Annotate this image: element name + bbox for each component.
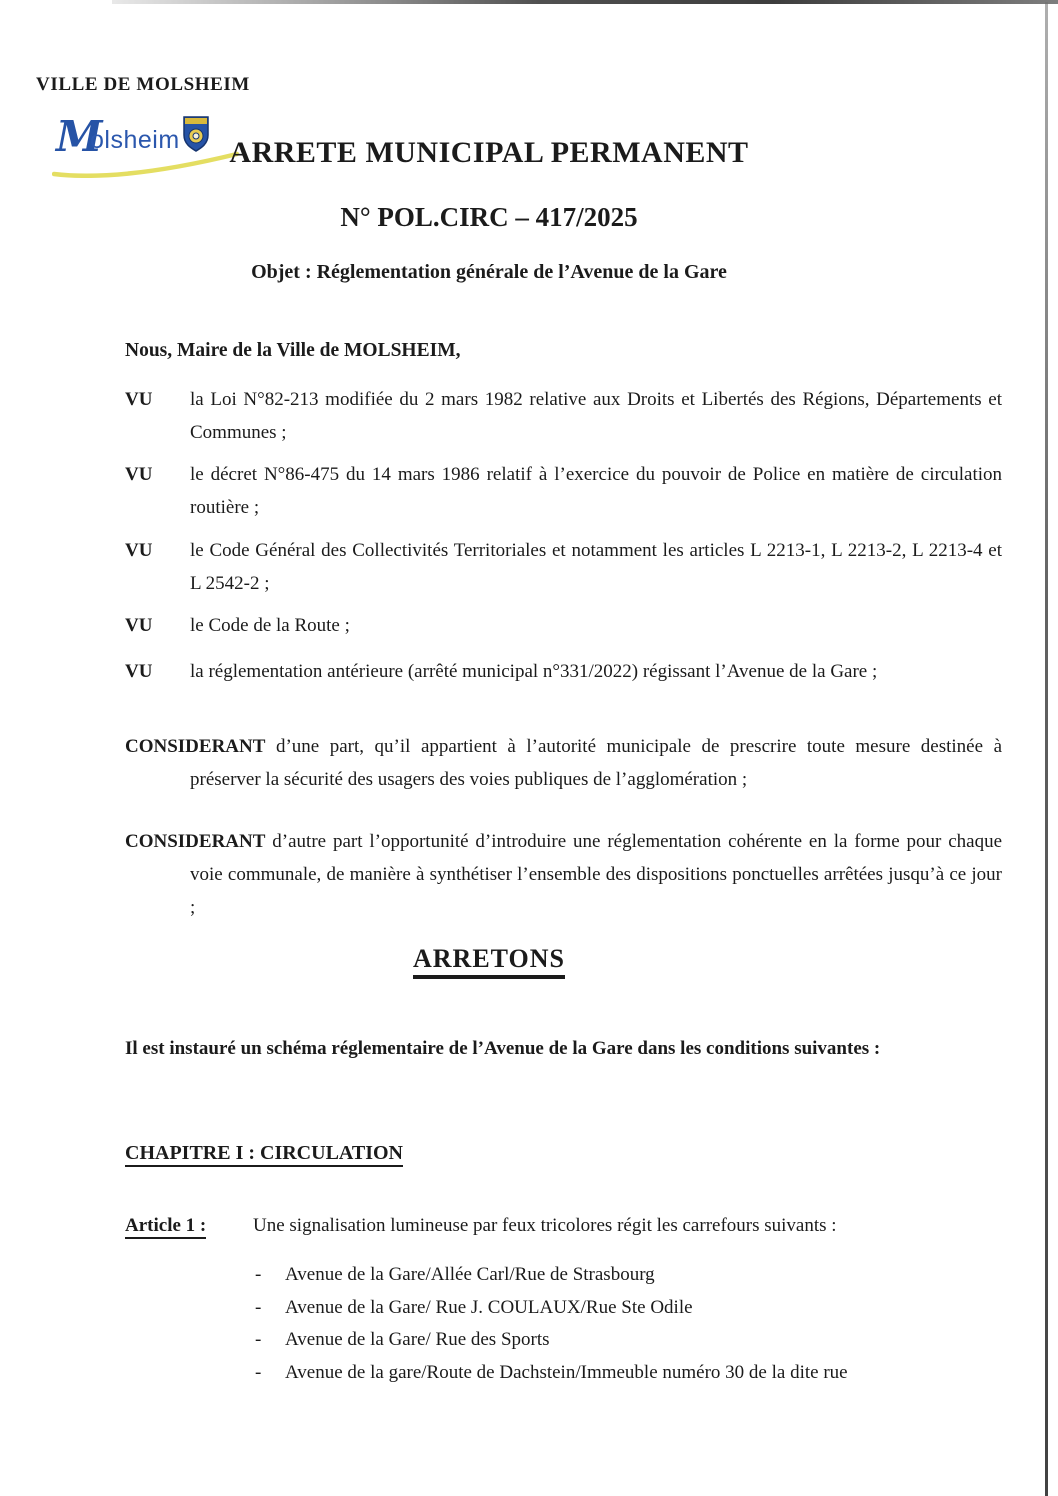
vu-label: VU — [125, 540, 153, 561]
vu-text: le Code de la Route ; — [190, 615, 350, 636]
document-subject: Objet : Réglementation générale de l’Avenue de la Gare — [251, 261, 727, 283]
vu-text: le Code Général des Collectivités Territoriales et notamment les articles L 2213-1, L 2213-2, L 2213-4 et L 2542-2 ; — [190, 540, 1002, 594]
chapter-heading-wrap — [125, 1137, 937, 1170]
considerant-item — [125, 825, 1002, 924]
vu-label: VU — [125, 464, 153, 485]
list-item: - Avenue de la Gare/ Rue J. COULAUX/Rue Ste Odile — [253, 1292, 953, 1325]
intro-paragraph: Il est instauré un schéma réglementaire de l’Avenue de la Gare dans les conditions suivantes : — [125, 1038, 881, 1059]
scan-artifact-right-line — [1045, 2, 1048, 1496]
chapter-heading: CHAPITRE I : CIRCULATION — [125, 1142, 403, 1167]
considerant-text: d’une part, qu’il appartient à l’autorité municipale de prescrire toute mesure destinée à préserver la sécurité des usagers des voies publiques de l’agglomération ; — [190, 736, 1002, 790]
article-1-label-wrap — [125, 1209, 253, 1242]
salutation: Nous, Maire de la Ville de MOLSHEIM, — [125, 340, 461, 361]
vu-text: la Loi N°82-213 modifiée du 2 mars 1982 relative aux Droits et Libertés des Régions, Départements et Communes ; — [190, 389, 1002, 443]
vu-item — [125, 383, 1002, 449]
list-item: - Avenue de la gare/Route de Dachstein/Immeuble numéro 30 de la dite rue — [253, 1357, 953, 1390]
vu-text: le décret N°86-475 du 14 mars 1986 relatif à l’exercice du pouvoir de Police en matière de circulation routière ; — [190, 464, 1002, 518]
considerant-text: d’autre part l’opportunité d’introduire une réglementation cohérente en la forme pour chaque voie communale, de manière à synthétiser l’ensemble des dispositions ponctuelles arrêtées jusqu’à ce jour ; — [190, 831, 1002, 918]
article-1-text: Une signalisation lumineuse par feux tricolores régit les carrefours suivants : — [253, 1215, 837, 1236]
list-item: - Avenue de la Gare/ Rue des Sports — [253, 1324, 953, 1357]
logo-script-initial: M — [56, 112, 103, 161]
vu-item — [125, 458, 1002, 524]
intersection-list — [253, 1259, 953, 1389]
considerant-label: CONSIDERANT — [125, 831, 266, 852]
vu-label: VU — [125, 389, 153, 410]
scan-artifact-top-line — [112, 0, 1058, 4]
vu-label: VU — [125, 615, 153, 636]
considerant-item — [125, 730, 1002, 796]
vu-item — [125, 609, 1002, 642]
logo-wordmark: olsheim — [90, 126, 180, 154]
decision-heading: ARRETONS — [413, 944, 565, 979]
considerant-label: CONSIDERANT — [125, 736, 266, 757]
vu-text: la réglementation antérieure (arrêté municipal n°331/2022) régissant l’Avenue de la Gare ; — [190, 661, 878, 682]
list-item: - Avenue de la Gare/Allée Carl/Rue de Strasbourg — [253, 1259, 953, 1292]
vu-label: VU — [125, 661, 153, 682]
vu-item — [125, 655, 1002, 688]
vu-item — [125, 534, 1002, 600]
article-1-label: Article 1 : — [125, 1215, 206, 1239]
decision-heading-wrap — [0, 944, 978, 979]
city-header: VILLE DE MOLSHEIM — [36, 74, 250, 95]
document-title: ARRETE MUNICIPAL PERMANENT — [229, 136, 749, 169]
document-reference-number: N° POL.CIRC – 417/2025 — [340, 202, 638, 232]
article-1 — [125, 1209, 1058, 1242]
